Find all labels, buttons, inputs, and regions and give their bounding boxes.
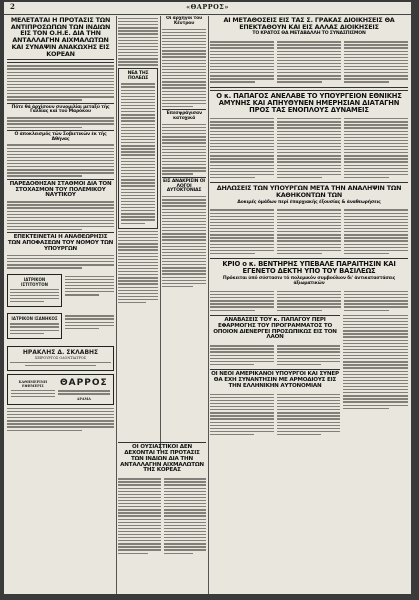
newspaper-page <box>4 2 411 594</box>
divider <box>210 182 408 183</box>
divider <box>162 177 206 178</box>
article-text <box>118 231 158 303</box>
headline-suicide-inquiry: ΕΙΣ ΑΝΑΚΡΙΣΙΝ ΟΙ ΛΟΓΟΙ ΑΥΤΟΚΤΟΝΙΑΣ <box>163 178 205 194</box>
article-text <box>162 124 206 175</box>
divider <box>210 369 340 370</box>
article-text <box>7 144 114 176</box>
headline-declarations: ΔΗΛΩΣΕΙΣ ΤΩΝ ΥΠΟΥΡΓΩΝ ΜΕΤΑ ΤΗΝ ΑΝΑΛΗΨΙΝ ΤΩΝ ΚΑΘΗΚΟΝΤΩΝ ΤΩΝ <box>216 184 402 199</box>
masthead: «ΘΑΡΡΟΣ» <box>186 3 229 11</box>
column-rule <box>160 16 161 450</box>
article-text <box>162 196 206 287</box>
headline-city-news: ΝΕΑ ΤΗΣ ΠΟΛΕΩΣ <box>127 70 149 81</box>
article-text <box>7 65 114 100</box>
column-rule <box>208 16 209 594</box>
subhead-state: ΤΟ ΚΡΑΤΟΣ ΘΑ ΜΕΤΑΒΑΛΛΗ ΤΟ ΣΥΝΑΣΠΙΣΜΟΝ <box>252 31 366 37</box>
ad-medical-institute: ΙΑΤΡΙΚΟΝ ΙΣΤΙΤΟΥΤΟΝ <box>7 274 62 308</box>
article-text <box>7 117 114 128</box>
three-col-text <box>210 39 408 85</box>
three-col-text <box>210 116 408 180</box>
headline-korea-prisoners: ΟΙ ΟΥΣΙΑΣΤΙΚΟΙ ΔΕΝ ΔΕΧΟΝΤΑΙ ΤΗΣ ΠΡΟΤΑΣΙΣ ΤΩΝ ΙΝΔΙΩΝ ΔΙΑ ΤΗΝ ΑΝΤΑΛΛΑΓΗΝ ΑΙΧΜΑΛΩΤΩΝ ΤΗΣ ΚΟΡΕΑΣ <box>120 444 204 474</box>
two-col-text <box>118 476 206 556</box>
article-text <box>162 29 206 108</box>
article-text <box>7 408 114 431</box>
divider <box>7 59 114 63</box>
article-text <box>118 18 158 66</box>
subhead-declarations: Δοκιμές ὁμάδων περί ἐπαρχιακῆς ἐξουσίας & ἀναθεωρήσεις <box>237 199 381 205</box>
ad-newspaper-tharros: ΚΑΘΗΜΕΡΙΝΗ ΕΦΗΜΕΡΙΣ ΘΑΡΡΟΣ ΔΡΑΜΑ <box>7 374 114 404</box>
divider <box>7 232 114 233</box>
middle-left-column <box>118 16 158 436</box>
small-ads-row <box>7 271 114 311</box>
headline-program: ΑΝΑΒΑΣΕΙΣ ΤΟΥ κ. ΠΑΠΑΓΟΥ ΠΕΡΙ ΕΦΑΡΜΟΓΗΣ ΤΟΥ ΠΡΟΓΡΑΜΜΑΤΟΣ ΤΟ ΟΠΟΙΟΝ ΔΙΕΝΕΡΓΕΙ ΠΡΟΣΩΠΙΚΩΣ ΕΙΣ ΤΟΝ ΛΑΟΝ <box>213 316 337 341</box>
headline-stamps: Ἐπεσφράγισαν κατοχικά <box>166 111 202 122</box>
headline-main-left: ΜΕΛΕΤΑΤΑΙ Η ΠΡΟΤΑΣΙΣ ΤΩΝ ΑΝΤΙΠΡΟΣΩΠΩΝ ΤΩΝ ΙΝΔΙΩΝ ΕΙΣ ΤΟΝ Ο.Η.Ε. ΔΙΑ ΤΗΝ ΑΝΤΑΛΛΑΓΗΝ ΑΙΧΜΑΛΩΤΩΝ ΚΑΙ ΣΥΝΑΨΙΝ ΑΝΑΚΩΧΗΣ ΕΙΣ ΚΟΡΕΑΝ <box>10 16 111 58</box>
page-number: 2 <box>10 2 15 11</box>
news-of-city-box <box>118 68 158 229</box>
column-rule <box>116 16 117 594</box>
headline-venizelos: ΚΡΙΟ ο κ. ΒΕΝΤΗΡΗΣ ΥΠΕΒΑΛΕ ΠΑΡΑΙΤΗΣΙΝ ΚΑΙ ΕΓΕΝΕΤΟ ΔΕΚΤΗ ΥΠΟ ΤΟΥ ΒΑΣΙΛΕΩΣ <box>222 260 396 276</box>
divider <box>7 179 114 180</box>
left-column <box>7 16 114 594</box>
small-ads-row <box>7 310 114 342</box>
right-section <box>210 16 408 594</box>
lower-right-block <box>210 313 408 437</box>
headline-transfers: ΑΙ ΜΕΤΑΘΟΣΕΙΣ ΕΙΣ ΤΑΣ Σ. ΓΡΑΚΑΣ ΔΙΟΙΚΗΣΕΙΣ ΘΑ ΕΠΕΚΤΑΘΟΥΝ ΚΑΙ ΕΙΣ ΑΛΛΑΣ ΔΙΟΙΚΗΣΕΙΣ <box>223 16 395 31</box>
headline-us-ministers: ΟΙ ΝΕΟΙ ΑΜΕΡΙΚΑΝΟΙ ΥΠΟΥΡΓΟΙ ΚΑΙ ΣΥΝΕΡ ΘΑ ΕΧΗ ΣΥΝΑΝΤΗΣΙΝ ΜΕ ΑΡΜΟΔΙΟΥΣ ΕΙΣ ΤΗΝ ΕΛΛΗΝΙΚΗΝ ΑΥΤΟΝΟΜΙΑΝ <box>211 371 339 389</box>
headline-papagos: Ο κ. ΠΑΠΑΓΟΣ ΑΝΕΛΑΒΕ ΤΟ ΥΠΟΥΡΓΕΙΟΝ ΕΘΝΙΚΗΣ ΑΜΥΝΗΣ ΚΑΙ ΑΠΗΥΘΥΝΕΝ ΗΜΕΡΗΣΙΑΝ ΔΙΑΤΑΓΗΝ ΠΡΟΣ ΤΑΣ ΕΝΟΠΛΟΥΣ ΔΥΝΑΜΕΙΣ <box>216 91 402 115</box>
subhead-venizelos: Πρόκειται ὑπό σύστασιν τό πολεμικόν συμβούλιον δι' ἀντικαταστάσεις ἀξιωματικῶν <box>222 276 396 287</box>
running-header <box>4 2 411 15</box>
divider <box>7 130 114 131</box>
headline-stations: ΠΑΡΕΔΟΘΗΣΑΝ ΣΤΑΘΜΟΙ ΔΙΑ ΤΟΝ ΣΤΟΧΑΣΜΟΝ ΤΟΥ ΠΟΛΕΜΙΚΟΥ ΝΑΥΤΙΚΟΥ <box>9 180 112 199</box>
article-text <box>7 255 114 269</box>
two-col-text <box>210 343 340 367</box>
article-text <box>65 273 114 309</box>
divider <box>210 315 340 316</box>
article-text <box>7 201 114 230</box>
bottom-center-story <box>118 440 206 590</box>
headline-ministers-law: ΕΠΕΚΤΕΙΝΕΤΑΙ Η ΑΝΑΘΕΩΡΗΣΙΣ ΤΩΝ ΑΠΟΦΑΣΕΩΝ ΤΟΥ ΝΟΜΟΥ ΤΩΝ ΥΠΟΥΡΓΩΝ <box>7 234 114 253</box>
headline-france-morocco: Πότε θά ἀρχίσουν συνομιλίαι μεταξύ τῆς Γαλλίας καί τοῦ Μαρόκου <box>11 104 110 115</box>
ad-medical-2: ΙΑΤΡΙΚΟΝ ΙΣΑΝΗΚΟΣ <box>7 313 62 339</box>
headline-soviets: Ο ἀποκλεισμός τῶν Σοβιετικῶν ἐκ τῆς Ἀθήνας <box>14 131 107 142</box>
article-text <box>343 315 408 435</box>
article-text <box>65 312 114 340</box>
divider <box>210 258 408 259</box>
two-col-text <box>210 392 340 438</box>
ad-dentist: ΗΡΑΚΛΗΣ Δ. ΣΚΛΑΒΗΣ ΧΕΙΡΟΥΡΓΟΣ ΟΔΟΝΤΙΑΤΡΟΣ <box>7 346 114 371</box>
divider <box>210 87 408 91</box>
divider <box>118 442 206 443</box>
middle-right-column <box>162 16 206 436</box>
headline-centre-leaders: Οἱ ἀρχηγοί τοῦ Κέντρου <box>165 16 203 26</box>
three-col-text <box>210 289 408 313</box>
divider <box>7 103 114 104</box>
three-col-text <box>210 207 408 256</box>
